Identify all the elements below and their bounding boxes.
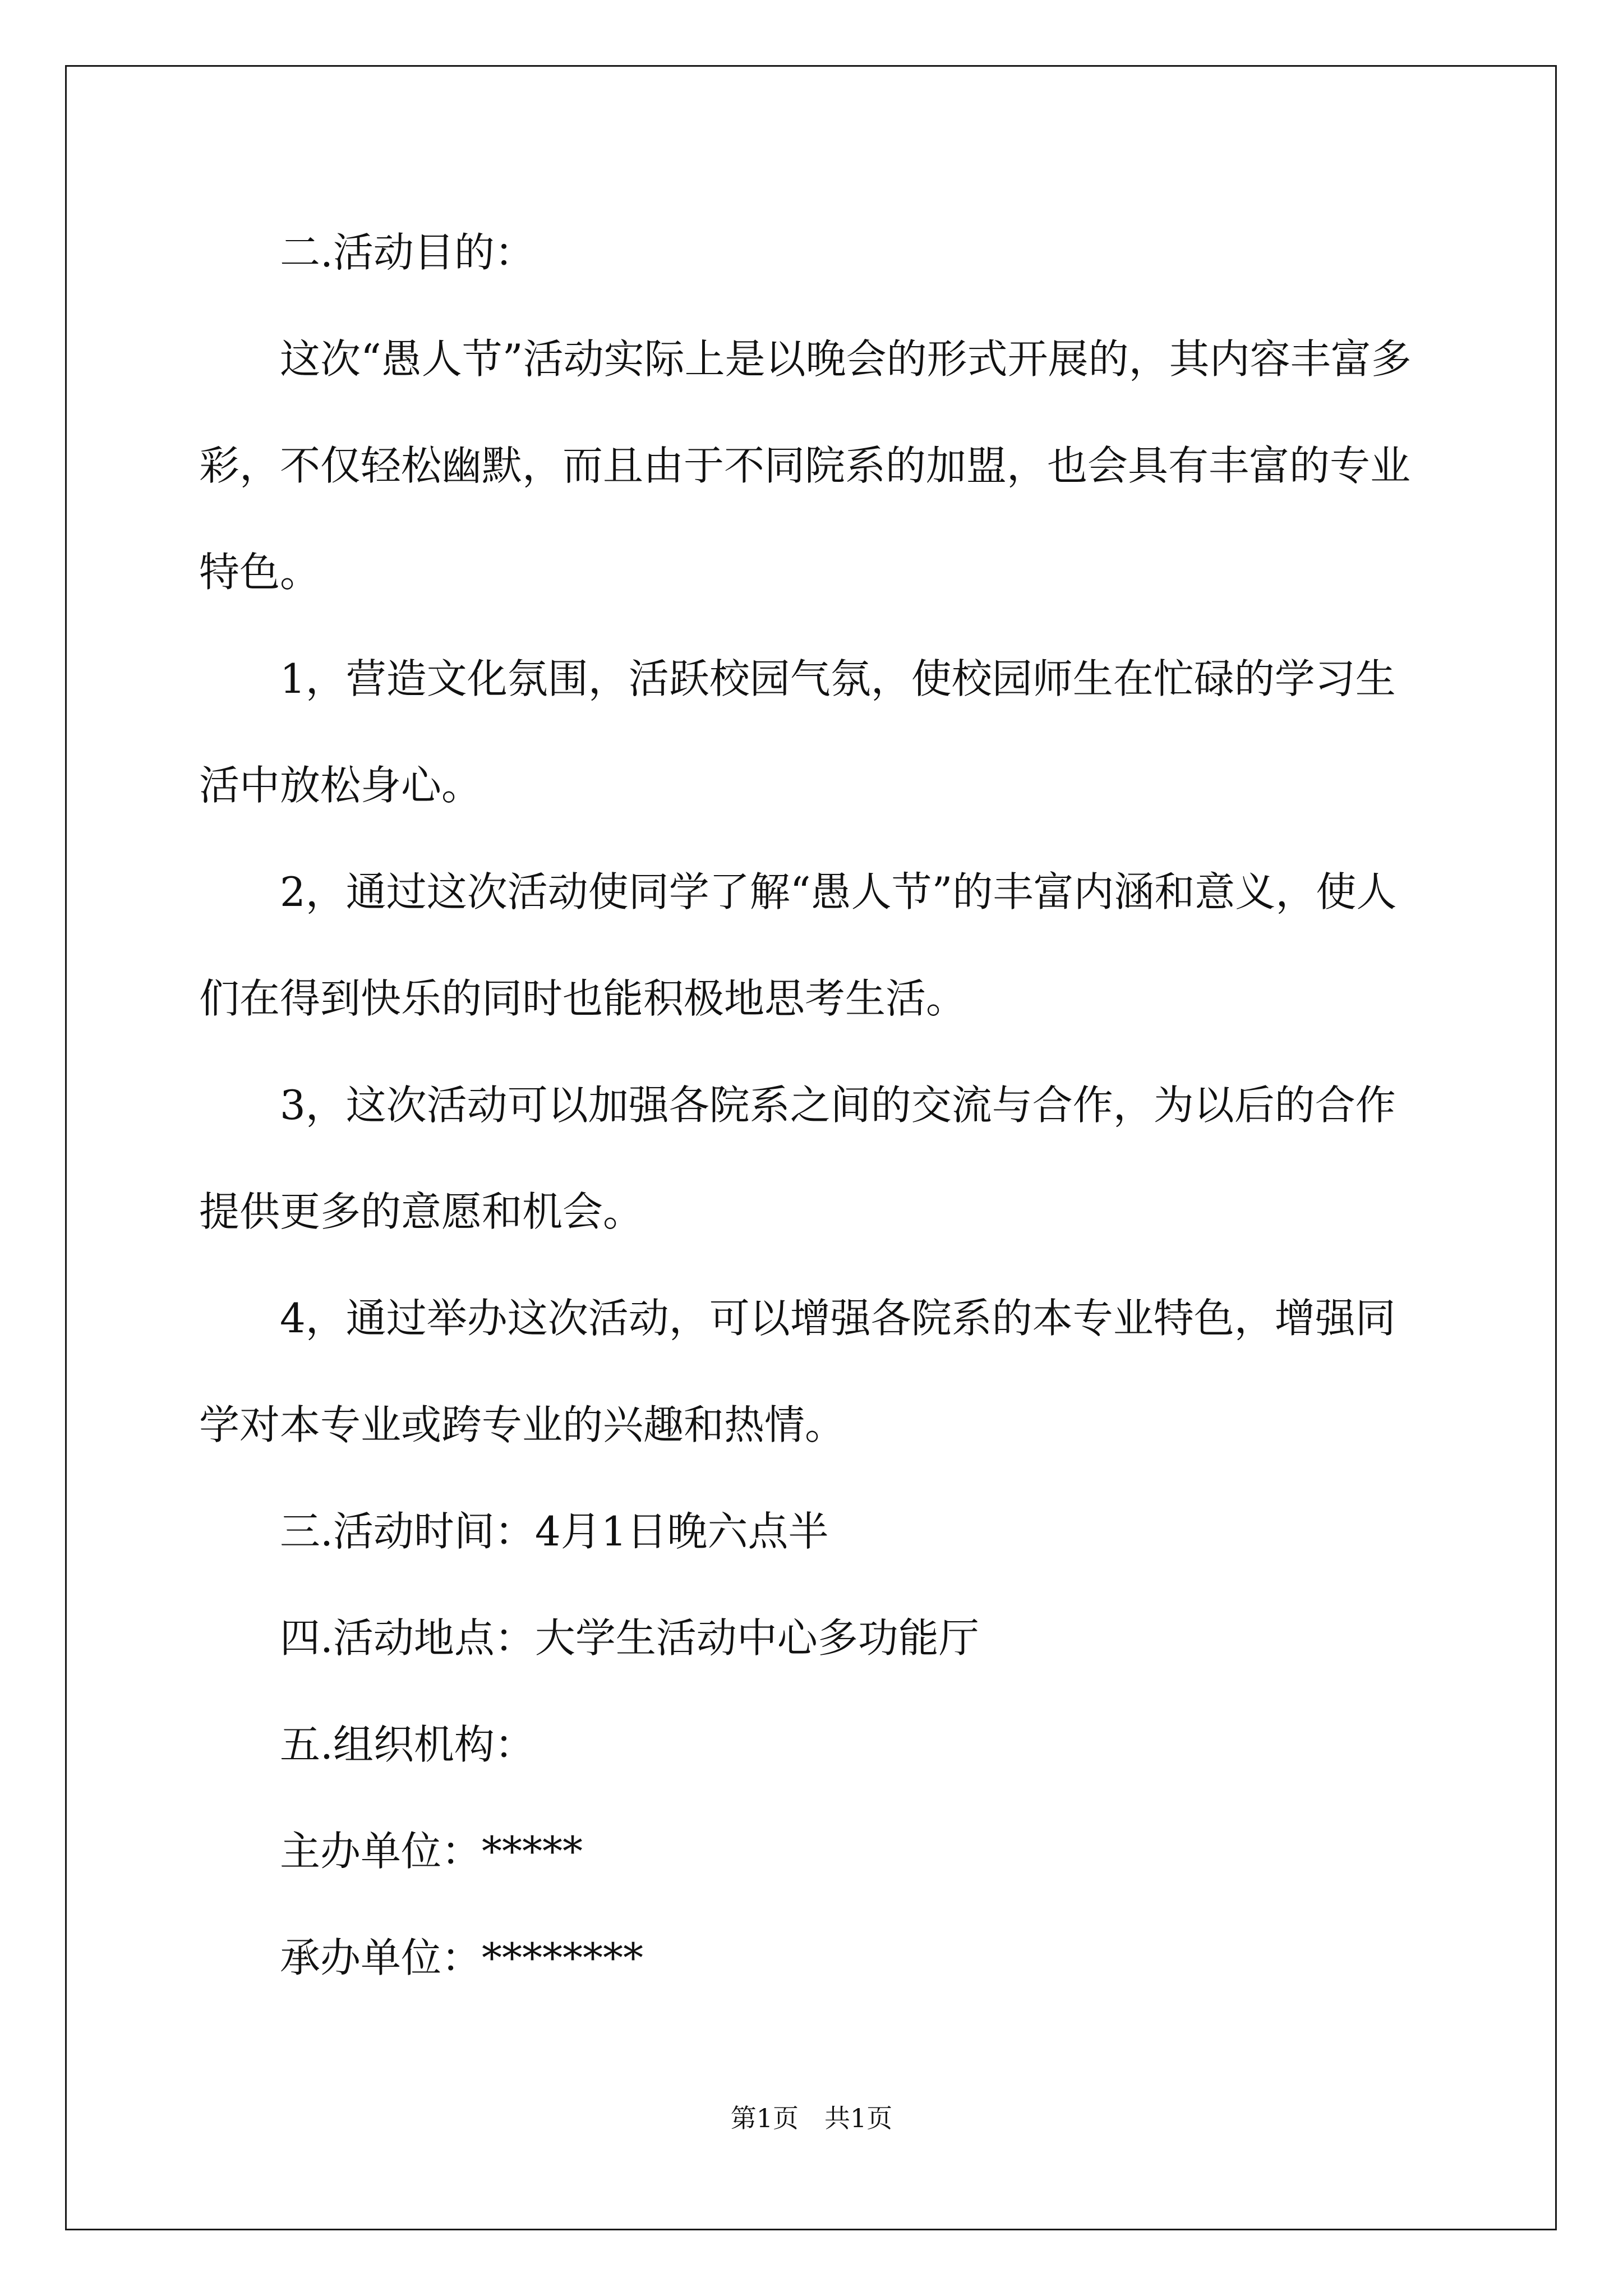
paragraph-item-4: 4，通过举办这次活动，可以增强各院系的本专业特色，增强同学对本专业或跨专业的兴趣和热情。 bbox=[199, 1295, 1396, 1448]
section-heading-purpose: 二.活动目的： bbox=[280, 229, 535, 276]
page-footer: 第1页 共1页 bbox=[730, 2103, 893, 2133]
section-heading-time: 三.活动时间：4月1日晚六点半 bbox=[280, 1508, 829, 1555]
section-heading-organization: 五.组织机构： bbox=[280, 1721, 535, 1768]
organizer-line: 主办单位：***** bbox=[280, 1828, 583, 1875]
paragraph-item-1: 1，营造文化氛围，活跃校园气氛，使校园师生在忙碌的学习生活中放松身心。 bbox=[199, 655, 1396, 809]
section-heading-location: 四.活动地点：大学生活动中心多功能厅 bbox=[280, 1614, 979, 1662]
paragraph-item-2: 2，通过这次活动使同学了解“愚人节”的丰富内涵和意义，使人们在得到快乐的同时也能积极地思考生活。 bbox=[199, 868, 1397, 1022]
co-organizer-line: 承办单位：******** bbox=[280, 1934, 644, 1981]
paragraph-item-3: 3，这次活动可以加强各院系之间的交流与合作，为以后的合作提供更多的意愿和机会。 bbox=[199, 1082, 1396, 1235]
paragraph-intro: 这次“愚人节”活动实际上是以晚会的形式开展的，其内容丰富多彩，不仅轻松幽默，而且由于不同院系的加盟，也会具有丰富的专业特色。 bbox=[199, 335, 1412, 596]
